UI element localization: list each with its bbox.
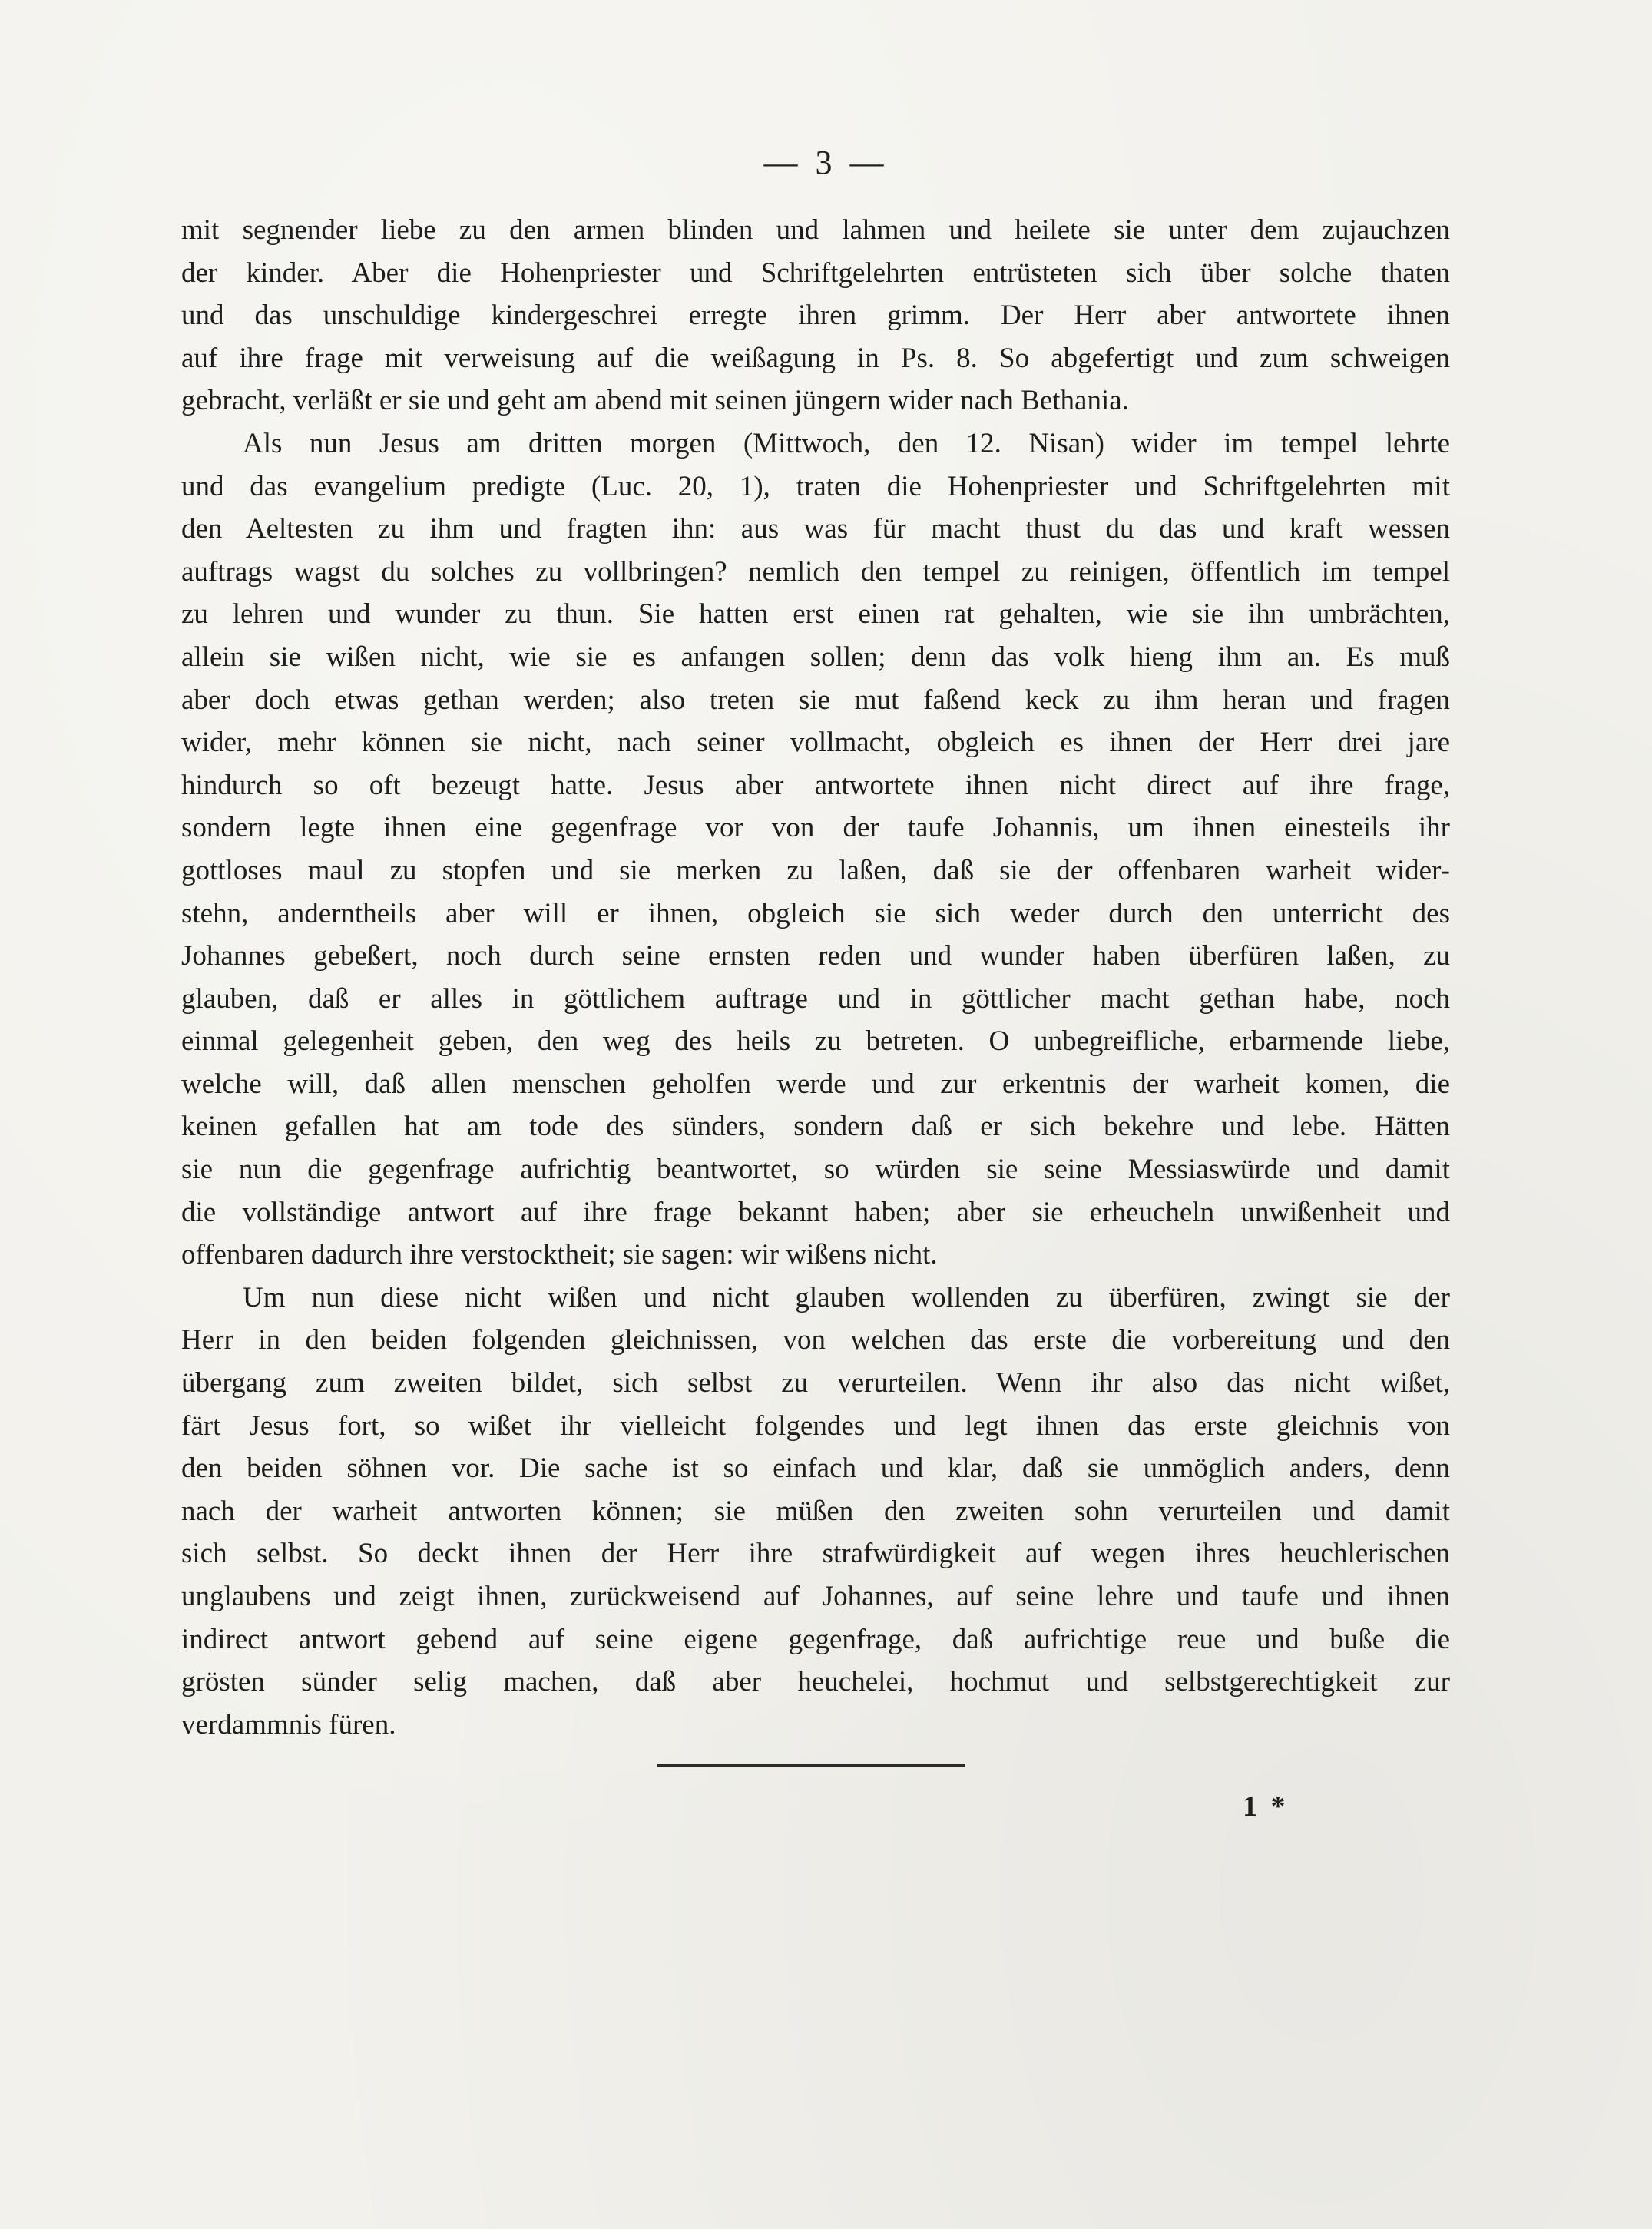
text-line: die vollständige antwort auf ihre frage bekannt haben; aber sie erheucheln unwißenheit und [181,1196,1450,1228]
text-line: offenbaren dadurch ihre verstocktheit; sie sagen: wir wißens nicht. [181,1239,938,1271]
text-line: den Aeltesten zu ihm und fragten ihn: aus was für macht thust du das und kraft wessen [181,513,1450,545]
text-line: allein sie wißen nicht, wie sie es anfangen sollen; denn das volk hieng ihm an. Es muß [181,641,1450,673]
paragraph-start-line: Als nun Jesus am dritten morgen (Mittwoch, den 12. Nisan) wider im tempel lehrte [243,427,1450,459]
text-line: stehn, anderntheils aber will er ihnen, obgleich sie sich weder durch den unterricht des [181,897,1450,929]
text-line: indirect antwort gebend auf seine eigene gegenfrage, daß aufrichtige reue und buße die [181,1623,1450,1655]
text-line: und das unschuldige kindergeschrei erregte ihren grimm. Der Herr aber antwortete ihnen [181,300,1450,332]
paragraph-start-line: Um nun diese nicht wißen und nicht glauben wollenden zu überfüren, zwingt sie der [243,1281,1450,1313]
section-divider-rule [657,1764,965,1767]
text-line: grösten sünder selig machen, daß aber heuchelei, hochmut und selbstgerechtigkeit zur [181,1666,1450,1698]
signature-mark: 1 * [1243,1790,1289,1823]
text-line: unglaubens und zeigt ihnen, zurückweisend auf Johannes, auf seine lehre und taufe und ihnen [181,1581,1450,1612]
text-line: auf ihre frage mit verweisung auf die weißagung in Ps. 8. So abgefertigt und zum schweigen [181,342,1450,374]
text-line: mit segnender liebe zu den armen blinden und lahmen und heilete sie unter dem zujauchzen [181,214,1450,246]
text-line: zu lehren und wunder zu thun. Sie hatten erst einen rat gehalten, wie sie ihn umbrächten, [181,598,1450,631]
text-line: verdammnis füren. [181,1708,396,1740]
text-line: sich selbst. So deckt ihnen der Herr ihre strafwürdigkeit auf wegen ihres heuchlerischen [181,1538,1450,1570]
text-line: übergang zum zweiten bildet, sich selbst zu verurteilen. Wenn ihr also das nicht wißet, [181,1367,1450,1399]
text-line: wider, mehr können sie nicht, nach seiner vollmacht, obgleich es ihnen der Herr drei jare [181,727,1450,759]
text-line: und das evangelium predigte (Luc. 20, 1), traten die Hohenpriester und Schriftgelehrten mit [181,470,1450,502]
text-line: keinen gefallen hat am tode des sünders, sondern daß er sich bekehre und lebe. Hätten [181,1111,1450,1143]
text-line: sie nun die gegenfrage aufrichtig beantwortet, so würden sie seine Messiaswürde und damit [181,1154,1450,1186]
text-line: welche will, daß allen menschen geholfen werde und zur erkentnis der warheit komen, die [181,1068,1450,1100]
body-text [181,209,1450,1746]
text-line: gebracht, verläßt er sie und geht am abend mit seinen jüngern wider nach Bethania. [181,385,1129,417]
text-line: glauben, daß er alles in göttlichem auftrage und in göttlicher macht gethan habe, noch [181,982,1450,1015]
page-number: — 3 — [763,144,889,181]
text-line: gottloses maul zu stopfen und sie merken zu laßen, daß sie der offenbaren warheit wider- [181,854,1450,886]
text-line: auftrags wagst du solches zu vollbringen? nemlich den tempel zu reinigen, öffentlich im tempel [181,555,1450,588]
text-line: färt Jesus fort, so wißet ihr vielleicht folgendes und legt ihnen das erste gleichnis von [181,1409,1450,1442]
text-line: nach der warheit antworten können; sie müßen den zweiten sohn verurteilen und damit [181,1495,1450,1527]
text-line: Johannes gebeßert, noch durch seine ernsten reden und wunder haben überfüren laßen, zu [181,940,1450,972]
text-line: aber doch etwas gethan werden; also treten sie mut faßend keck zu ihm heran und fragen [181,684,1450,716]
text-line: hindurch so oft bezeugt hatte. Jesus aber antwortete ihnen nicht direct auf ihre frage, [181,769,1450,801]
text-line: einmal gelegenheit geben, den weg des heils zu betreten. O unbegreifliche, erbarmende liebe, [181,1025,1450,1058]
text-line: sondern legte ihnen eine gegenfrage vor von der taufe Johannis, um ihnen einesteils ihr [181,812,1450,844]
text-line: der kinder. Aber die Hohenpriester und Schriftgelehrten entrüsteten sich über solche thaten [181,257,1450,289]
text-line: Herr in den beiden folgenden gleichnissen, von welchen das erste die vorbereitung und den [181,1324,1450,1356]
text-line: den beiden söhnen vor. Die sache ist so einfach und klar, daß sie unmöglich anders, denn [181,1452,1450,1485]
